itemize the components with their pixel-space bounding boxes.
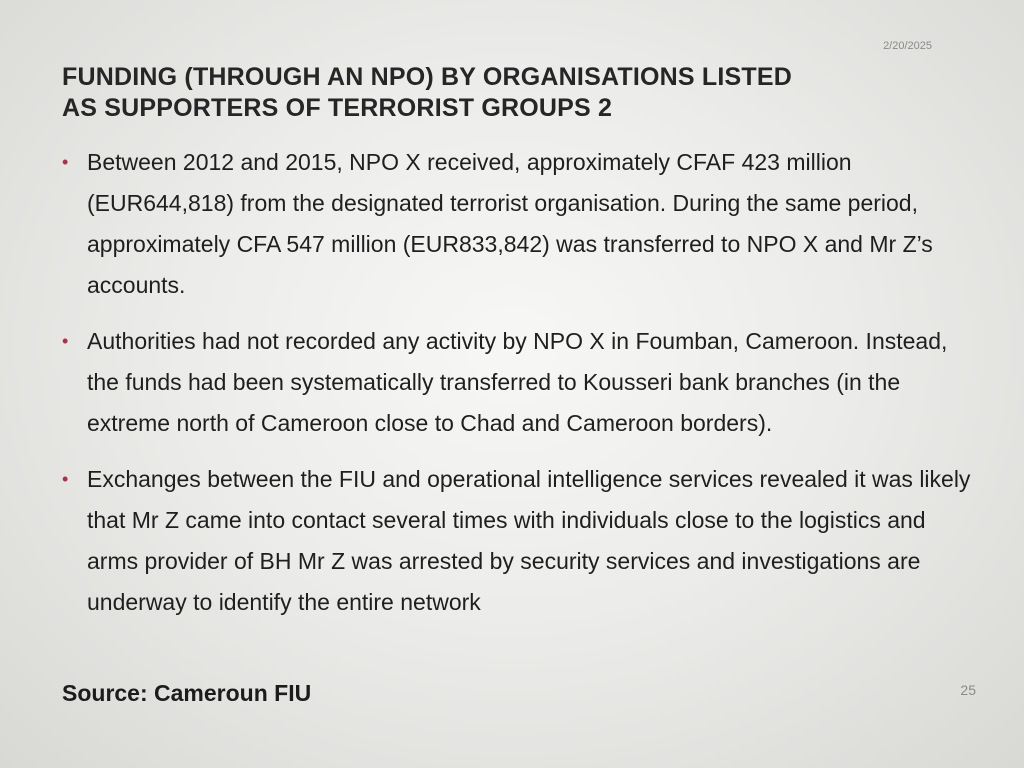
bullet-dot-icon: • (62, 469, 69, 489)
bullet-text: Authorities had not recorded any activity by NPO X in Foumban, Cameroon. Instead, the funds had been systematically transferred to Kousseri bank branches (in the extreme north of Cameroon close to Chad and Cameroon borders). (87, 328, 948, 436)
bullet-text: Between 2012 and 2015, NPO X received, approximately CFAF 423 million (EUR644,818) from the designated terrorist organisation. During the same period, approximately CFA 547 million (EUR833,842) was transferred to NPO X and Mr Z’s accounts. (87, 149, 933, 298)
bullet-list (62, 142, 972, 638)
bullet-text: Exchanges between the FIU and operational intelligence services revealed it was likely that Mr Z came into contact several times with individuals close to the logistics and arms provider of BH Mr Z was arrested by security services and investigations are underway to identify the entire network (87, 466, 971, 615)
bullet-item (62, 459, 972, 623)
bullet-dot-icon: • (62, 331, 69, 351)
slide-date: 2/20/2025 (883, 40, 932, 52)
slide-title-line-1: FUNDING (THROUGH AN NPO) BY ORGANISATIONS LISTED (62, 63, 792, 91)
source-credit: Source: Cameroun FIU (62, 680, 312, 706)
bullet-item (62, 321, 972, 444)
bullet-dot-icon: • (62, 152, 69, 172)
slide-title (62, 62, 982, 124)
slide-title-line-2: AS SUPPORTERS OF TERRORIST GROUPS 2 (62, 94, 613, 122)
bullet-item (62, 142, 972, 306)
page-number: 25 (960, 682, 976, 698)
